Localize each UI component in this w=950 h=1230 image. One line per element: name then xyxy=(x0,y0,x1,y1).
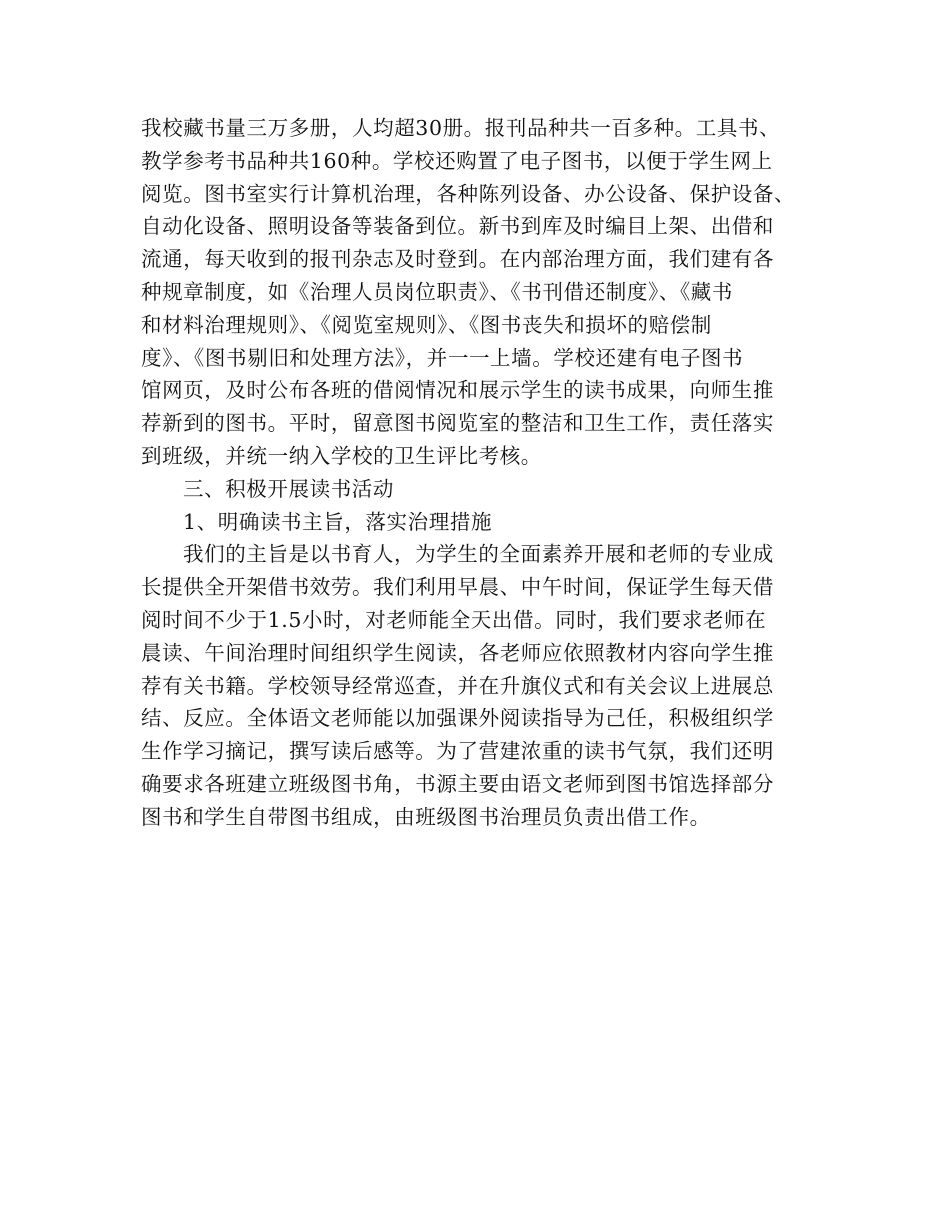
text-line: 确要求各班建立班级图书角，书源主要由语文老师到图书馆选择部分 xyxy=(141,771,774,796)
text-line: 流通，每天收到的报刊杂志及时登到。在内部治理方面，我们建有各 xyxy=(141,247,774,272)
text-line: 荐新到的图书。平时，留意图书阅览室的整洁和卫生工作，责任落实 xyxy=(141,411,774,436)
text-line: 度》、《图书剔旧和处理方法》，并一一上墙。学校还建有电子图书 xyxy=(141,345,744,370)
text-line: 我们的主旨是以书育人，为学生的全面素养开展和老师的专业成 xyxy=(183,542,774,567)
text-line: 和材料治理规则》、《阅览室规则》、《图书丧失和损坏的赔偿制 xyxy=(141,312,712,337)
text-line: 到班级，并统一纳入学校的卫生评比考核。 xyxy=(141,443,542,468)
text-line: 自动化设备、照明设备等装备到位。新书到库及时编目上架、出借和 xyxy=(141,214,774,239)
subsection-heading: 1、明确读书主旨，落实治理措施 xyxy=(183,509,493,534)
text-line: 晨读、午间治理时间组织学生阅读，各老师应依照教材内容向学生推 xyxy=(141,640,774,665)
body-text xyxy=(141,112,823,834)
section-heading: 三、积极开展读书活动 xyxy=(183,476,394,501)
text-line: 阅览。图书室实行计算机治理，各种陈列设备、办公设备、保护设备、 xyxy=(141,181,796,206)
text-line: 生作学习摘记，撰写读后感等。为了营建浓重的读书气氛，我们还明 xyxy=(141,739,774,764)
text-line: 图书和学生自带图书组成，由班级图书治理员负责出借工作。 xyxy=(141,804,711,829)
text-line: 我校藏书量三万多册，人均超30册。报刊品种共一百多种。工具书、 xyxy=(141,116,781,140)
text-line: 结、反应。全体语文老师能以加强课外阅读指导为己任，积极组织学 xyxy=(141,706,774,731)
text-line: 阅时间不少于1.5小时，对老师能全天出借。同时，我们要求老师在 xyxy=(141,607,767,632)
text-line: 荐有关书籍。学校领导经常巡查，并在升旗仪式和有关会议上进展总 xyxy=(141,673,774,698)
text-line: 长提供全开架借书效劳。我们利用早晨、中午时间，保证学生每天借 xyxy=(141,575,774,600)
text-line: 种规章制度，如《治理人员岗位职责》、《书刊借还制度》、《藏书 xyxy=(141,279,733,304)
text-line: 教学参考书品种共160种。学校还购置了电子图书，以便于学生网上 xyxy=(141,148,773,173)
text-line: 馆网页，及时公布各班的借阅情况和展示学生的读书成果，向师生推 xyxy=(141,378,774,403)
